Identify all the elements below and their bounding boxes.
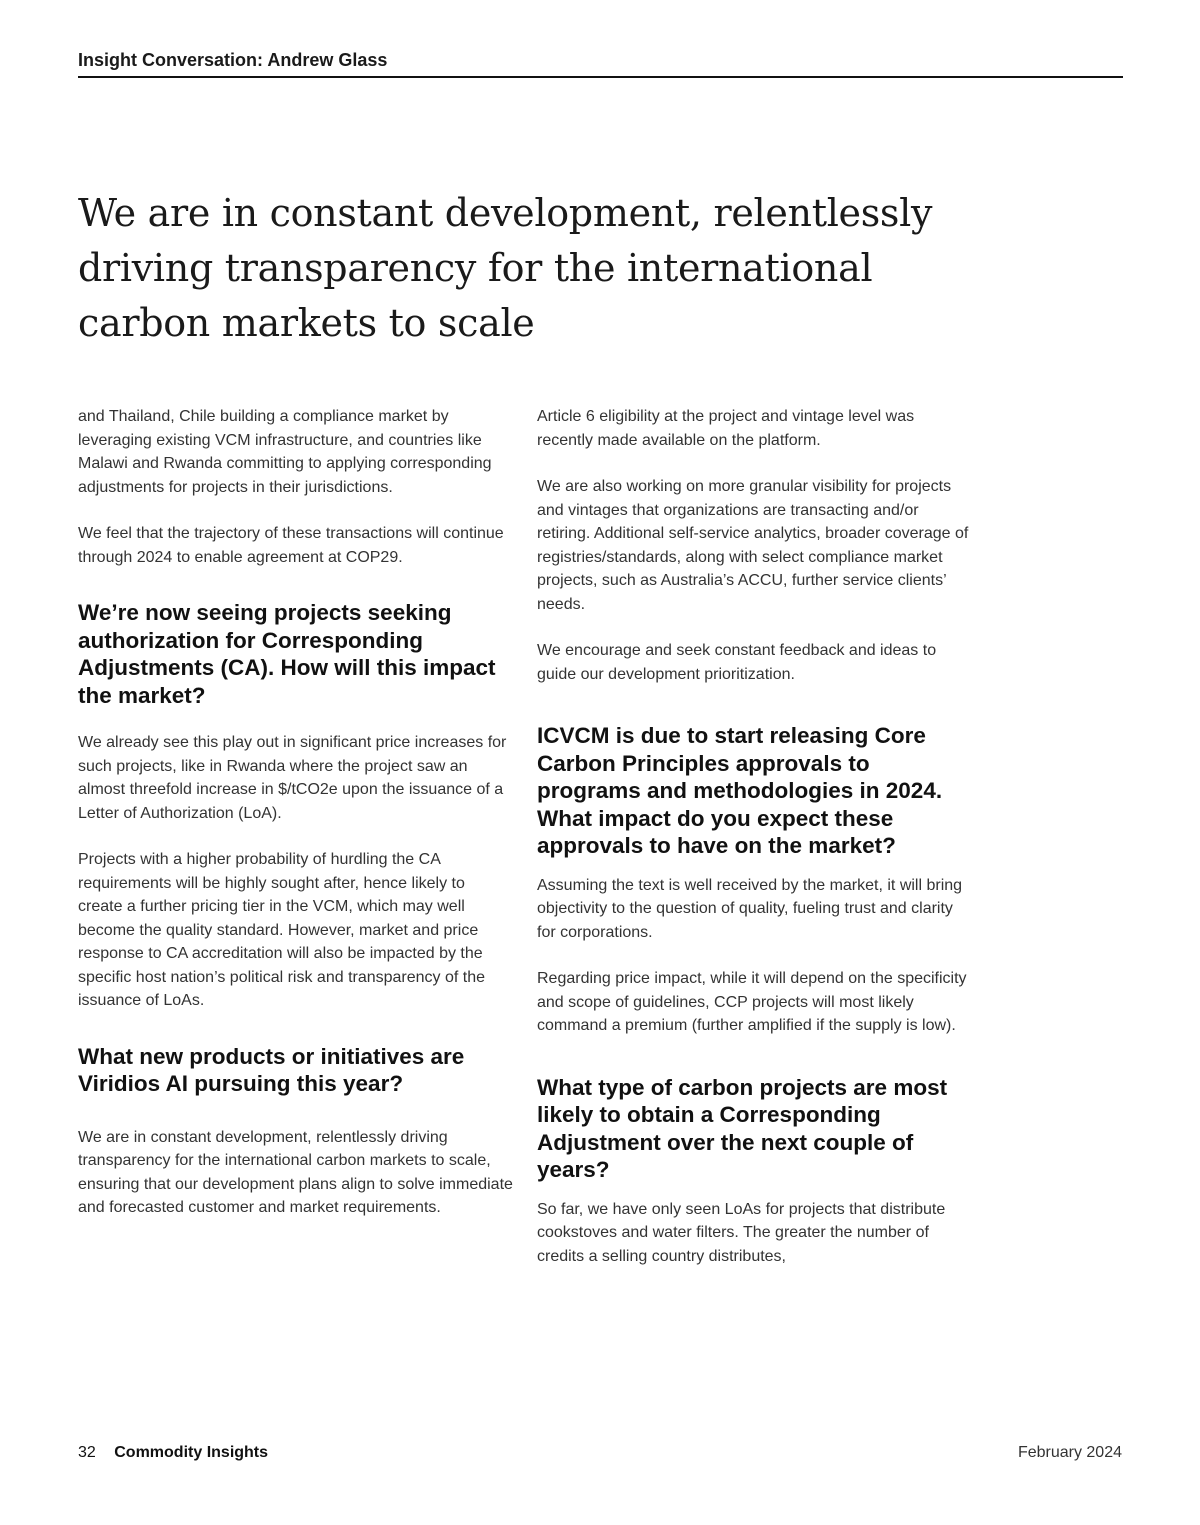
question-heading: What new products or initiatives are Viridios AI pursuing this year? bbox=[78, 1043, 465, 1096]
body-paragraph: We are also working on more granular visibility for projects and vintages that organizations are transacting and/or retiring. Additional self-service analytics, broader coverage of registries/standards, along with select compliance market projects, such as Australia’s ACCU, further service clients’ needs. bbox=[537, 478, 969, 613]
body-paragraph: and Thailand, Chile building a compliance market by leveraging existing VCM infrastructure, and countries like Malawi and Rwanda committing to applying corresponding adjustments for projects in their jurisdictions. bbox=[78, 408, 492, 496]
body-paragraph: Projects with a higher probability of hurdling the CA requirements will be highly sought after, hence likely to create a further pricing tier in the VCM, which may well become the quality standard. However, market and price response to CA accreditation will also be impacted by the specific host nation’s political risk and transparency of the issuance of LoAs. bbox=[78, 851, 486, 1009]
body-paragraph: We feel that the trajectory of these transactions will continue through 2024 to enable agreement at COP29. bbox=[78, 525, 504, 566]
header-divider bbox=[78, 76, 1123, 78]
footer-publication bbox=[78, 1444, 268, 1462]
question-heading: What type of carbon projects are most likely to obtain a Corresponding Adjustment over the next couple of years? bbox=[537, 1074, 948, 1182]
body-paragraph: Regarding price impact, while it will depend on the specificity and scope of guidelines, CCP projects will most likely command a premium (further amplified if the supply is low). bbox=[537, 970, 967, 1034]
publication-name: Commodity Insights bbox=[114, 1444, 269, 1461]
body-paragraph: We are in constant development, relentlessly driving transparency for the international carbon markets to scale, ensuring that our development plans align to solve immediate and forecasted customer and market requirements. bbox=[78, 1128, 513, 1216]
right-column bbox=[537, 405, 972, 1291]
question-heading: ICVCM is due to start releasing Core Carbon Principles approvals to programs and methodologies in 2024. What impact do you expect these approvals to have on the market? bbox=[537, 723, 943, 858]
question-heading: We’re now seeing projects seeking authorization for Corresponding Adjustments (CA). How will this impact the market? bbox=[78, 600, 496, 708]
body-paragraph: We encourage and seek constant feedback and ideas to guide our development prioritization. bbox=[537, 642, 937, 683]
body-paragraph: Article 6 eligibility at the project and vintage level was recently made available on the platform. bbox=[537, 408, 915, 449]
body-paragraph: Assuming the text is well received by the market, it will bring objectivity to the question of quality, fueling trust and clarity for corporations. bbox=[537, 876, 963, 941]
page-number: 32 bbox=[78, 1444, 96, 1461]
left-column bbox=[78, 405, 513, 1243]
body-paragraph: We already see this play out in significant price increases for such projects, like in Rwanda where the project saw an almost threefold increase in $/tCO2e upon the issuance of a Letter of Authorization (LoA). bbox=[78, 734, 507, 822]
pull-quote: We are in constant development, relentlessly driving transparency for the international carbon markets to scale bbox=[78, 191, 933, 345]
body-paragraph: So far, we have only seen LoAs for projects that distribute cookstoves and water filters. The greater the number of credits a selling country distributes, bbox=[537, 1200, 946, 1265]
section-header: Insight Conversation: Andrew Glass bbox=[78, 50, 388, 70]
footer-date: February 2024 bbox=[1017, 1444, 1122, 1461]
